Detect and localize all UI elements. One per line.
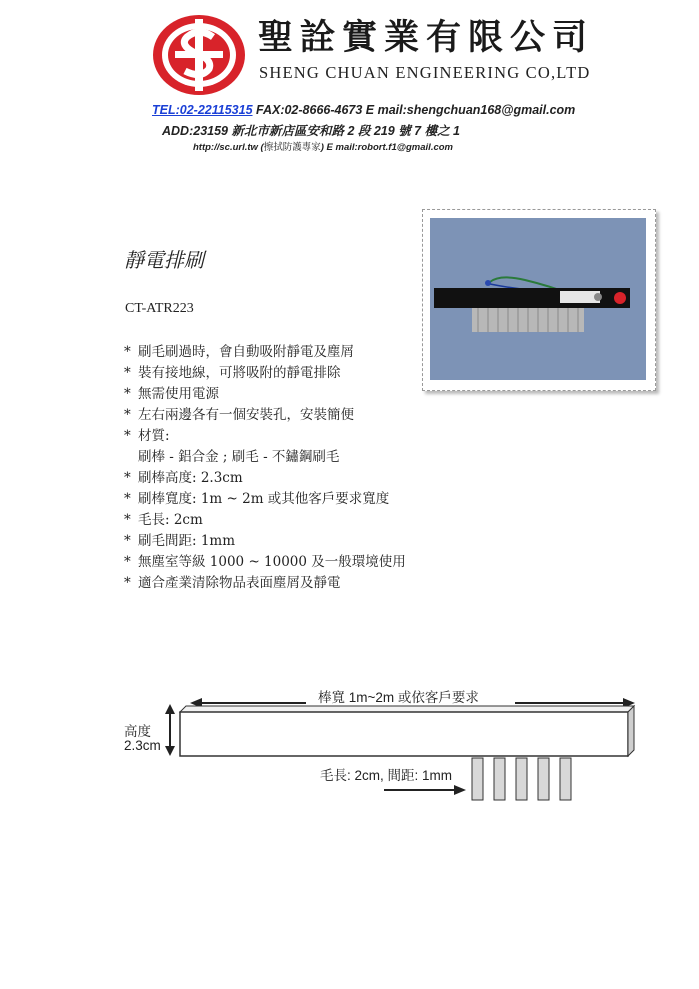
feature-item — [124, 468, 524, 489]
bullet-marker: * — [124, 470, 131, 486]
bullet-marker: * — [124, 344, 131, 360]
feature-text: 裝有接地線，可將吸附的靜電排除 — [138, 365, 341, 381]
feature-item — [124, 342, 524, 363]
feature-text: 左右兩邊各有一個安裝孔，安裝簡便 — [138, 407, 354, 423]
feature-text: 材質: — [138, 428, 170, 444]
bullet-marker: * — [124, 533, 131, 549]
company-name-chinese: 聖詮實業有限公司 — [258, 17, 595, 58]
model-code: CT-ATR223 — [125, 301, 194, 316]
bar-front-face — [180, 712, 628, 756]
feature-text: 刷毛間距: 1mm — [138, 533, 236, 549]
product-title: 靜電排刷 — [124, 248, 204, 272]
feature-item — [124, 426, 524, 447]
company-name-english: SHENG CHUAN ENGINEERING CO,LTD — [259, 63, 591, 82]
dimension-diagram — [120, 680, 650, 810]
height-label-top: 高度 — [124, 724, 151, 739]
feature-text: 刷棒 - 鋁合金 ; 刷毛 - 不鏽鋼刷毛 — [138, 449, 340, 465]
contact-line-phone — [152, 103, 575, 117]
bar-end-face — [628, 706, 634, 756]
bullet-marker: * — [124, 554, 131, 570]
feature-text: 刷棒高度: 2.3cm — [138, 470, 243, 486]
feature-item — [124, 552, 524, 573]
feature-item — [124, 531, 524, 552]
bullet-marker: * — [124, 365, 131, 381]
fax-email: FAX:02-8666-4673 E mail:shengchuan168@gmail.com — [252, 103, 576, 117]
web-tagline: 擦拭防護專家 — [263, 142, 321, 153]
bristle — [560, 758, 571, 800]
bullet-marker: * — [124, 386, 131, 402]
feature-text: 無塵室等級 1000 ~ 10000 及一般環境使用 — [138, 554, 406, 570]
feature-item — [124, 489, 524, 510]
company-logo — [151, 13, 247, 97]
contact-web — [193, 139, 453, 153]
bristle — [494, 758, 505, 800]
feature-text: 毛長: 2cm — [138, 512, 203, 528]
feature-item — [124, 573, 524, 594]
feature-item — [124, 363, 524, 384]
bullet-marker: * — [124, 512, 131, 528]
contact-address: ADD:23159 新北市新店區安和路 2 段 219 號 7 樓之 1 — [162, 124, 460, 138]
bristle — [472, 758, 483, 800]
height-label-value: 2.3cm — [124, 738, 161, 753]
bristle-label: 毛長: 2cm, 間距: 1mm — [320, 768, 453, 783]
feature-text: 刷棒寬度: 1m ~ 2m 或其他客戶要求寬度 — [138, 491, 390, 507]
feature-item — [124, 384, 524, 405]
bristle — [516, 758, 527, 800]
feature-item — [124, 510, 524, 531]
feature-item — [124, 447, 524, 468]
bullet-marker: * — [124, 407, 131, 423]
web-suffix: ) E mail:robort.f1@gmail.com — [320, 142, 453, 153]
bullet-marker: * — [124, 491, 131, 507]
feature-text: 適合產業清除物品表面塵屑及靜電 — [138, 575, 341, 591]
tel-link[interactable]: TEL:02-22115315 — [152, 103, 253, 117]
bristle — [538, 758, 549, 800]
feature-list — [124, 342, 524, 594]
feature-text: 刷毛刷過時，會自動吸附靜電及塵屑 — [138, 344, 354, 360]
bullet-marker: * — [124, 575, 131, 591]
bullet-marker: * — [124, 428, 131, 444]
width-label: 棒寬 1m~2m 或依客戶要求 — [318, 690, 479, 705]
bar-top-face — [180, 706, 634, 712]
feature-text: 無需使用電源 — [138, 386, 219, 402]
feature-item — [124, 405, 524, 426]
web-prefix: http://sc.url.tw ( — [193, 142, 264, 153]
